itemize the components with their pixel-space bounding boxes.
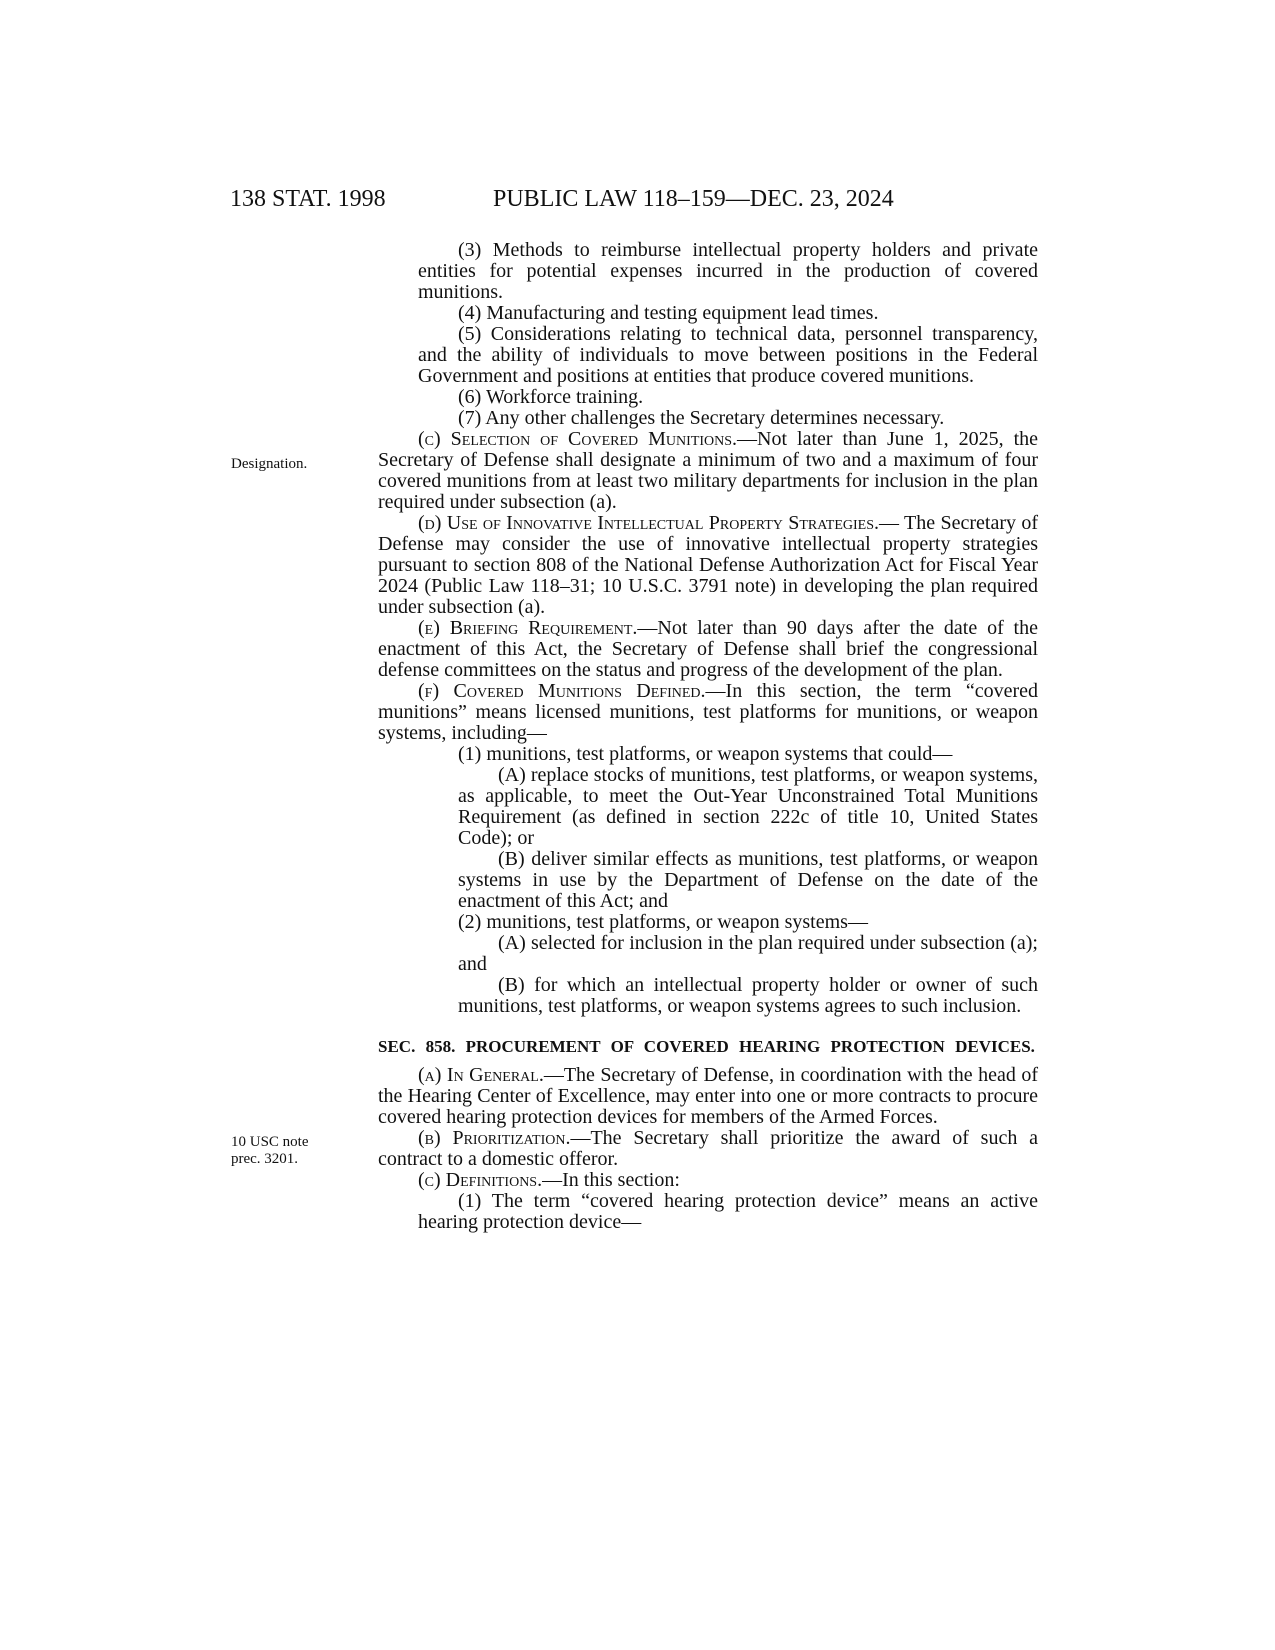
section-858-c-text: —In this section: <box>542 1169 680 1191</box>
section-858-b-text: —The Secretary shall prioritize the award of such a contract to a domestic offeror. <box>378 1127 1038 1170</box>
subparagraph-f2b: (B) for which an intellectual property holder or owner of such munitions, test platforms, or weapon systems agrees to such inclusion. <box>458 974 1038 1017</box>
paragraph-3: (3) Methods to reimburse intellectual property holders and private entities for potential expenses incurred in the production of covered munitions. <box>418 239 1038 303</box>
section-858-subsection-a <box>378 1065 1038 1128</box>
section-858-a-heading: (a) In General. <box>418 1064 544 1086</box>
running-title: PUBLIC LAW 118–159—DEC. 23, 2024 <box>493 186 894 212</box>
subsection-d <box>378 513 1038 618</box>
margin-note-designation: Designation. <box>231 456 308 472</box>
section-858-subsection-c <box>378 1170 1038 1191</box>
statute-page-number: 138 STAT. 1998 <box>230 186 386 212</box>
page-header <box>0 186 1275 216</box>
subsection-d-heading: (d) Use of Innovative Intellectual Property Strategies. <box>418 512 880 534</box>
margin-note-usc <box>231 1134 309 1168</box>
subparagraph-f1a: (A) replace stocks of munitions, test platforms, or weapon systems, as applicable, to meet the Out-Year Unconstrained Total Munitions Requirement (as defined in section 222c of title 10, United States Code); or <box>458 764 1038 849</box>
section-858-a-text: —The Secretary of Defense, in coordination with the head of the Hearing Center of Excellence, may enter into one or more contracts to procure covered hearing protection devices for members of the Armed Forces. <box>378 1064 1038 1128</box>
section-858-heading: SEC. 858. PROCUREMENT OF COVERED HEARING PROTECTION DEVICES. <box>378 1037 1035 1056</box>
subsection-e-text: —Not later than 90 days after the date of the enactment of this Act, the Secretary of Defense shall brief the congressional defense committees on the status and progress of the development of the plan. <box>378 617 1038 681</box>
section-858-paragraph-c1: (1) The term “covered hearing protection device” means an active hearing protection device— <box>418 1190 1038 1233</box>
paragraph-6: (6) Workforce training. <box>458 386 644 408</box>
subsection-d-text: — The Secretary of Defense may consider the use of innovative intellectual property strategies pursuant to section 808 of the National Defense Authorization Act for Fiscal Year 2024 (Public Law 118–31; 10 U.S.C. 3791 note) in developing the plan required under subsection (a). <box>378 512 1038 618</box>
subsection-e <box>378 618 1038 681</box>
subsection-c-heading: (c) Selection of Covered Munitions. <box>418 428 738 450</box>
paragraph-7: (7) Any other challenges the Secretary determines necessary. <box>458 407 945 429</box>
subsection-f <box>378 681 1038 744</box>
margin-note-usc-line1: 10 USC note <box>231 1134 309 1150</box>
section-858-c-heading: (c) Definitions. <box>418 1169 543 1191</box>
subsection-f-heading: (f) Covered Munitions Defined. <box>418 680 706 702</box>
subsection-e-heading: (e) Briefing Requirement. <box>418 617 638 639</box>
subsection-c <box>378 429 1038 513</box>
paragraph-f2: (2) munitions, test platforms, or weapon systems— <box>458 911 868 933</box>
margin-note-usc-line2: prec. 3201. <box>231 1151 299 1167</box>
paragraph-5: (5) Considerations relating to technical data, personnel transparency, and the ability of individuals to move between positions in the Federal Government and positions at entities that produce covered munitions. <box>418 323 1038 387</box>
paragraph-f1: (1) munitions, test platforms, or weapon systems that could— <box>458 743 953 765</box>
subsection-c-text: —Not later than June 1, 2025, the Secretary of Defense shall designate a minimum of two and a maximum of four covered munitions from at least two military departments for inclusion in the plan required under subsection (a). <box>378 428 1038 513</box>
section-858-subsection-b <box>378 1128 1038 1170</box>
paragraph-4: (4) Manufacturing and testing equipment lead times. <box>458 302 879 324</box>
document-body <box>378 240 1038 1233</box>
subsection-f-text: —In this section, the term “covered munitions” means licensed munitions, test platforms for munitions, or weapon systems, including— <box>378 680 1038 744</box>
subparagraph-f1b: (B) deliver similar effects as munitions, test platforms, or weapon systems in use by the Department of Defense on the date of the enactment of this Act; and <box>458 848 1038 912</box>
section-858-b-heading: (b) Prioritization. <box>418 1127 571 1149</box>
subparagraph-f2a: (A) selected for inclusion in the plan required under subsection (a); and <box>458 932 1038 975</box>
